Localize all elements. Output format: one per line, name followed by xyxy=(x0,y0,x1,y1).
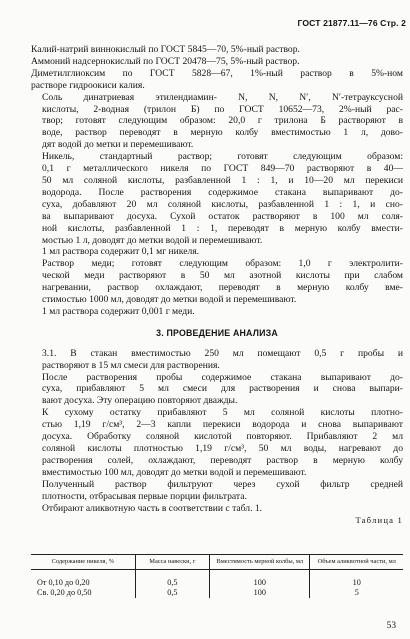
text-line: стимостью 1000 мл, доводят до метки водой и перемешивают. xyxy=(42,294,297,306)
paragraph xyxy=(31,348,403,372)
text-line: воде, раствор переводят в мерную колбу вместимостью 1 л, дово- xyxy=(42,127,403,139)
text-line: Аммоний надсернокислый по ГОСТ 20478—75, 5%-ный раствор. xyxy=(31,55,300,67)
paragraph xyxy=(31,44,403,56)
table-caption: Таблица 1 xyxy=(355,515,403,526)
text-line: 0,1 г металлического никеля по ГОСТ 849—70 растворяют в 40— xyxy=(42,163,403,175)
table-cell: 100 xyxy=(210,588,310,598)
text-line: растворе гидроокиси калия. xyxy=(31,79,145,91)
paragraph xyxy=(31,92,403,152)
paragraph xyxy=(31,407,403,478)
body-text xyxy=(31,44,403,527)
table-cell: От 0,10 до 0,20 xyxy=(37,578,90,587)
table-header-row xyxy=(31,555,403,570)
text-line: После растворения пробы содержимое стакана выпаривают до- xyxy=(42,371,403,383)
section-title: 3. ПРОВЕДЕНИЕ АНАЛИЗА xyxy=(156,327,278,338)
page-header: ГОСТ 21877.11—76 Стр. 2 xyxy=(297,18,406,28)
paragraph xyxy=(31,68,403,92)
aliquot-table xyxy=(31,554,403,598)
text-line: нагревании, раствор охлаждают, переводят в мерную колбу вме- xyxy=(42,282,403,294)
text-line: 50 мл соляной кислоты, разбавленной 1 : 1, и 10—20 мл перекиси xyxy=(42,174,403,186)
paragraph xyxy=(31,151,403,246)
table-cell: 0,5 xyxy=(135,588,209,598)
text-line: суха, добавляют 20 мл соляной кислоты, разбавленной 1 : 1, и сно- xyxy=(42,198,403,210)
text-line: ва выпаривают досуха. Сухой остаток растворяют в 100 мл соля- xyxy=(42,210,403,222)
text-line: Никель, стандартный раствор; готовят следующим образом: xyxy=(42,151,403,163)
text-line: Калий-натрий виннокислый по ГОСТ 5845—70, 5%-ный раствор. xyxy=(31,44,300,55)
column-header: Вместимость мерной колбы, мл xyxy=(210,555,310,570)
table-cell: 100 xyxy=(210,570,310,589)
text-line: растворяют в 15 мл смеси для растворения. xyxy=(42,359,220,371)
text-line: соляной кислоты плотностью 1,19 г/см³, 50 мл воды, нагревают до xyxy=(42,443,403,454)
paragraph xyxy=(31,479,403,503)
text-line: досуха. Обработку соляной кислотой повторяют. Прибавляют 2 мл xyxy=(42,431,403,443)
text-line: Соль динатриевая этилендиамин- N, N, N′, N′-тетрауксусной xyxy=(42,91,403,103)
page-number: 53 xyxy=(386,621,396,631)
text-line: твор; готовят следующим образом: 20,0 г трилона Б растворяют в xyxy=(42,115,403,127)
text-line: Раствор меди; готовят следующим образом: 1,0 г электролити- xyxy=(42,258,403,270)
text-line: К сухому остатку прибавляют 5 мл соляной кислоты плотно- xyxy=(42,407,403,419)
text-line: вают досуха. Эту операцию повторяют дважды. xyxy=(42,395,238,407)
paragraph xyxy=(31,372,403,408)
text-line: растворения солей, охлаждают, переводят раствор в мерную колбу xyxy=(42,454,403,466)
table-row xyxy=(31,570,403,589)
column-header: Объем аликвотной части, мл xyxy=(310,555,403,570)
text-line: 1 мл раствора содержит 0,001 г меди. xyxy=(42,305,195,317)
paragraph xyxy=(31,306,403,318)
paragraph xyxy=(31,258,403,306)
text-line: кислоты, 2-водная (трилон Б) по ГОСТ 10652—73, 2%-ный рас- xyxy=(42,103,403,115)
text-line: Полученный раствор фильтруют через сухой фильтр средней xyxy=(42,478,403,490)
text-line: суха, прибавляют 5 мл смеси для растворения и снова выпари- xyxy=(42,383,403,395)
column-header: Масса навески, г xyxy=(135,555,209,570)
text-line: ческой меди растворяют в 50 мл азотной кислоты при слабом xyxy=(42,270,403,282)
text-line: 1 мл раствора содержит 0,1 мг никеля. xyxy=(42,246,200,258)
text-line: вместимостью 100 мл, доводят до метки водой и перемешивают. xyxy=(42,466,307,478)
paragraph xyxy=(31,246,403,258)
table-cell: 10 xyxy=(310,570,403,589)
analysis-procedure xyxy=(31,348,403,515)
text-line: плотности, отбрасывая первые порции фильтрата. xyxy=(42,490,247,502)
paragraph xyxy=(31,503,403,515)
column-header: Содержание никеля, % xyxy=(31,555,135,570)
table-cell: 5 xyxy=(310,588,403,598)
text-line: Отбирают аликвотную часть в соответствии с табл. 1. xyxy=(42,502,263,514)
text-line: Диметилглиоксим по ГОСТ 5828—67, 1%-ный раствор в 5%-ном xyxy=(31,67,403,79)
text-line: мостью 1 л, доводят до метки водой и перемешивают. xyxy=(42,234,263,246)
text-line: ной кислоты, разбавленной 1 : 1, переводят в мерную колбу вмести- xyxy=(42,222,403,234)
text-line: стью 1,19 г/см³, 2—3 капли перекиси водорода и снова выпаривают xyxy=(42,419,403,431)
table-cell: 0,5 xyxy=(135,570,209,589)
text-line: 3.1. В стакан вместимостью 250 мл помещают 0,5 г пробы и xyxy=(42,347,403,359)
text-line: водорода. После растворения содержимое стакана выпаривают до- xyxy=(42,186,403,198)
reagents-list xyxy=(31,44,403,318)
paragraph xyxy=(31,56,403,68)
table-row xyxy=(31,588,403,598)
text-line: дят водой до метки и перемешивают. xyxy=(42,139,194,151)
table-cell: Св. 0,20 до 0,50 xyxy=(37,588,92,597)
